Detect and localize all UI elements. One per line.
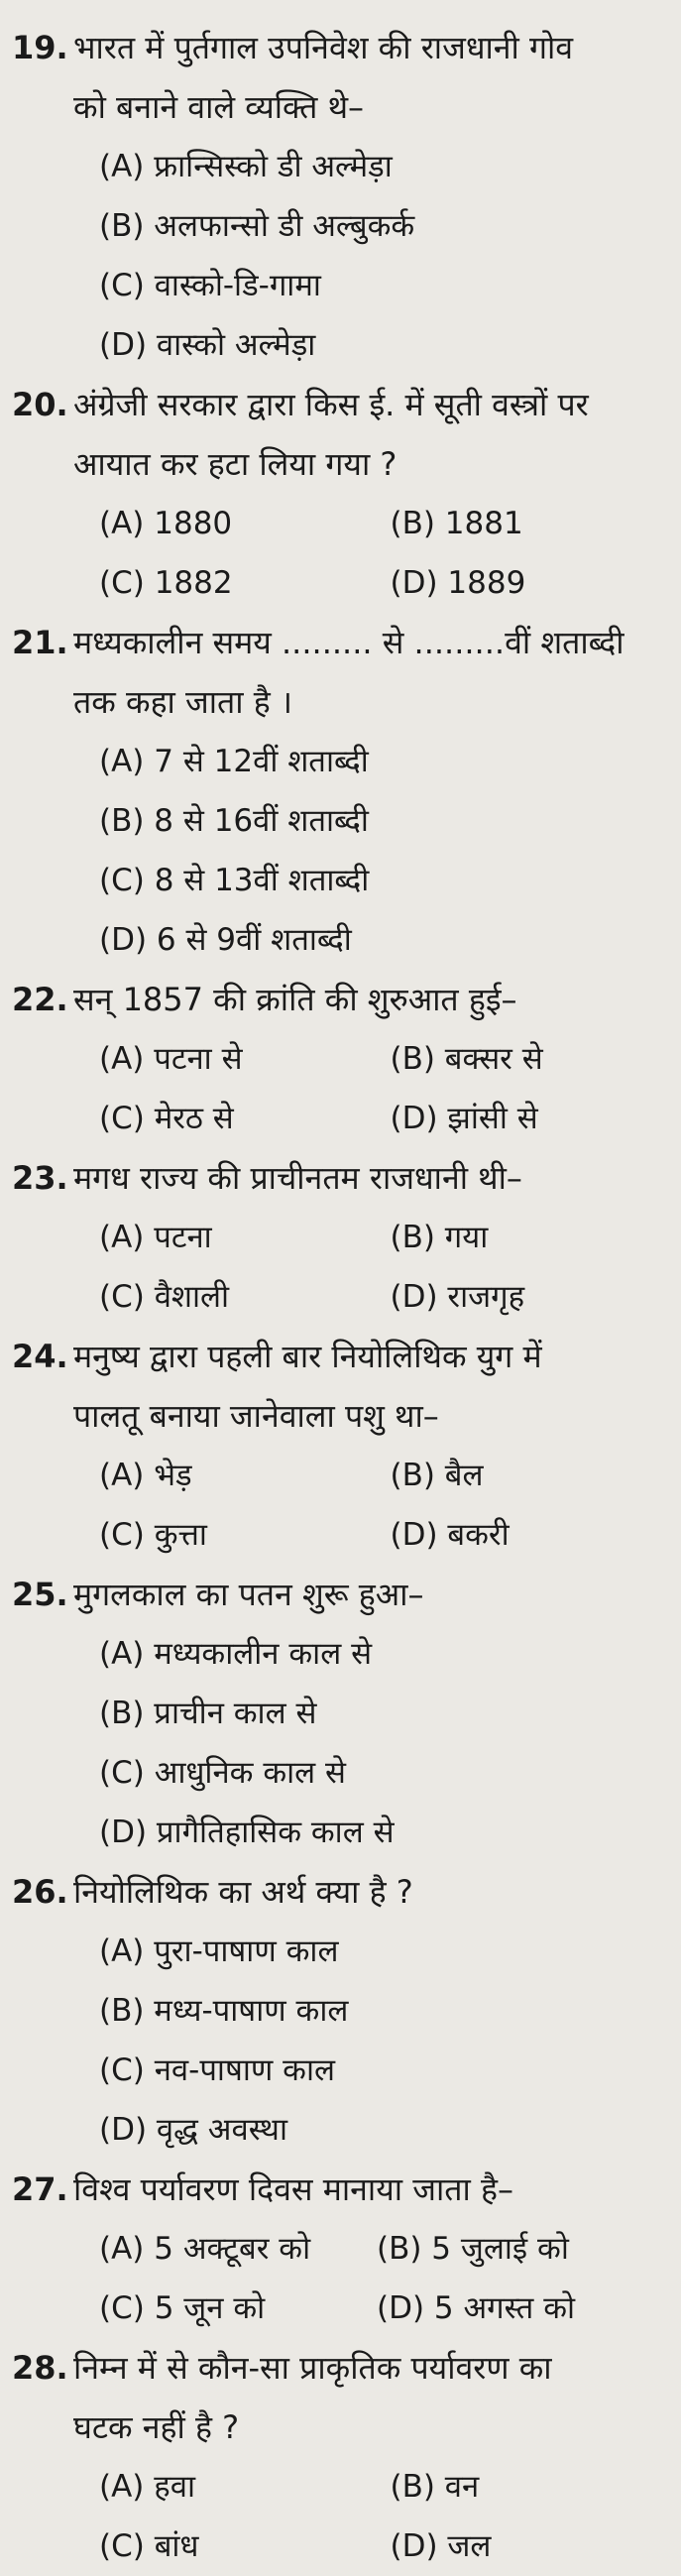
question-22	[12, 970, 681, 1148]
question-text: नियोलिथिक का अर्थ क्या है ?	[73, 1862, 681, 1922]
question-25	[12, 1565, 681, 1862]
question-19	[12, 18, 681, 375]
option-d: (D) झांसी से	[391, 1089, 681, 1148]
question-text: मध्यकालीन समय ......... से .........वीं शताब्दी तक कहा जाता है ।	[73, 613, 681, 732]
option-d: (D) 1889	[391, 553, 681, 613]
options-grid	[99, 494, 681, 613]
question-text: मनुष्य द्वारा पहली बार नियोलिथिक युग में पालतू बनाया जानेवाला पशु था–	[73, 1327, 681, 1446]
question-26	[12, 1862, 681, 2160]
option-d: (D) बकरी	[391, 1505, 681, 1565]
question-text: निम्न में से कौन-सा प्राकृतिक पर्यावरण का घटक नहीं है ?	[73, 2338, 681, 2457]
option-a: (A) 5 अक्टूबर को	[99, 2219, 377, 2279]
options-list	[99, 732, 681, 970]
option-a: (A) भेड़	[99, 1446, 391, 1505]
option-c: (C) 1882	[99, 553, 391, 613]
option-b: (B) बैल	[391, 1446, 681, 1505]
option-c: (C) कुत्ता	[99, 1505, 391, 1565]
question-number: 21.	[12, 613, 73, 672]
question-20	[12, 375, 681, 613]
option-c: (C) बांध	[99, 2517, 391, 2576]
option-b: (B) गया	[391, 1208, 681, 1267]
question-27	[12, 2160, 681, 2338]
option-d: (D) प्रागैतिहासिक काल से	[99, 1803, 681, 1862]
options-grid	[99, 2457, 681, 2576]
option-a: (A) फ्रान्सिस्को डी अल्मेड़ा	[99, 137, 681, 196]
option-a: (A) 1880	[99, 494, 391, 553]
question-text: विश्व पर्यावरण दिवस मानाया जाता है–	[73, 2160, 681, 2219]
option-d: (D) 5 अगस्त को	[377, 2279, 654, 2338]
options-list	[99, 137, 681, 375]
option-a: (A) 7 से 12वीं शताब्दी	[99, 732, 681, 791]
options-grid	[99, 1446, 681, 1565]
question-24	[12, 1327, 681, 1565]
options-list	[99, 1624, 681, 1862]
option-b: (B) अलफान्सो डी अल्बुकर्क	[99, 196, 681, 256]
options-grid	[99, 1208, 681, 1327]
option-b: (B) वन	[391, 2457, 681, 2517]
option-a: (A) हवा	[99, 2457, 391, 2517]
question-text: अंग्रेजी सरकार द्वारा किस ई. में सूती वस्त्रों पर आयात कर हटा लिया गया ?	[73, 375, 681, 494]
question-number: 23.	[12, 1148, 73, 1208]
question-number: 25.	[12, 1565, 73, 1624]
option-b: (B) 1881	[391, 494, 681, 553]
question-21	[12, 613, 681, 970]
question-number: 20.	[12, 375, 73, 434]
option-a: (A) पटना	[99, 1208, 391, 1267]
option-c: (C) वैशाली	[99, 1267, 391, 1327]
question-number: 27.	[12, 2160, 73, 2219]
options-list	[99, 1922, 681, 2160]
option-a: (A) मध्यकालीन काल से	[99, 1624, 681, 1684]
option-a: (A) पटना से	[99, 1029, 391, 1089]
question-number: 28.	[12, 2338, 73, 2398]
option-b: (B) मध्य-पाषाण काल	[99, 1981, 681, 2041]
option-c: (C) नव-पाषाण काल	[99, 2041, 681, 2100]
option-b: (B) 8 से 16वीं शताब्दी	[99, 791, 681, 851]
option-b: (B) प्राचीन काल से	[99, 1684, 681, 1743]
question-text: मुगलकाल का पतन शुरू हुआ–	[73, 1565, 681, 1624]
option-d: (D) राजगृह	[391, 1267, 681, 1327]
option-d: (D) जल	[391, 2517, 681, 2576]
option-b: (B) बक्सर से	[391, 1029, 681, 1089]
option-d: (D) वास्को अल्मेड़ा	[99, 315, 681, 375]
question-23	[12, 1148, 681, 1327]
question-number: 19.	[12, 18, 73, 77]
question-28	[12, 2338, 681, 2576]
option-c: (C) आधुनिक काल से	[99, 1743, 681, 1803]
question-text: भारत में पुर्तगाल उपनिवेश की राजधानी गोव को बनाने वाले व्यक्ति थे–	[73, 18, 681, 137]
option-a: (A) पुरा-पाषाण काल	[99, 1922, 681, 1981]
option-b: (B) 5 जुलाई को	[377, 2219, 654, 2279]
option-c: (C) 8 से 13वीं शताब्दी	[99, 851, 681, 910]
option-d: (D) 6 से 9वीं शताब्दी	[99, 910, 681, 970]
question-number: 24.	[12, 1327, 73, 1386]
options-grid	[99, 1029, 681, 1148]
option-c: (C) वास्को-डि-गामा	[99, 256, 681, 315]
question-number: 22.	[12, 970, 73, 1029]
question-text: सन् 1857 की क्रांति की शुरुआत हुई–	[73, 970, 681, 1029]
options-grid	[99, 2219, 681, 2338]
question-number: 26.	[12, 1862, 73, 1922]
option-c: (C) 5 जून को	[99, 2279, 377, 2338]
option-c: (C) मेरठ से	[99, 1089, 391, 1148]
option-d: (D) वृद्ध अवस्था	[99, 2100, 681, 2160]
question-text: मगध राज्य की प्राचीनतम राजधानी थी–	[73, 1148, 681, 1208]
